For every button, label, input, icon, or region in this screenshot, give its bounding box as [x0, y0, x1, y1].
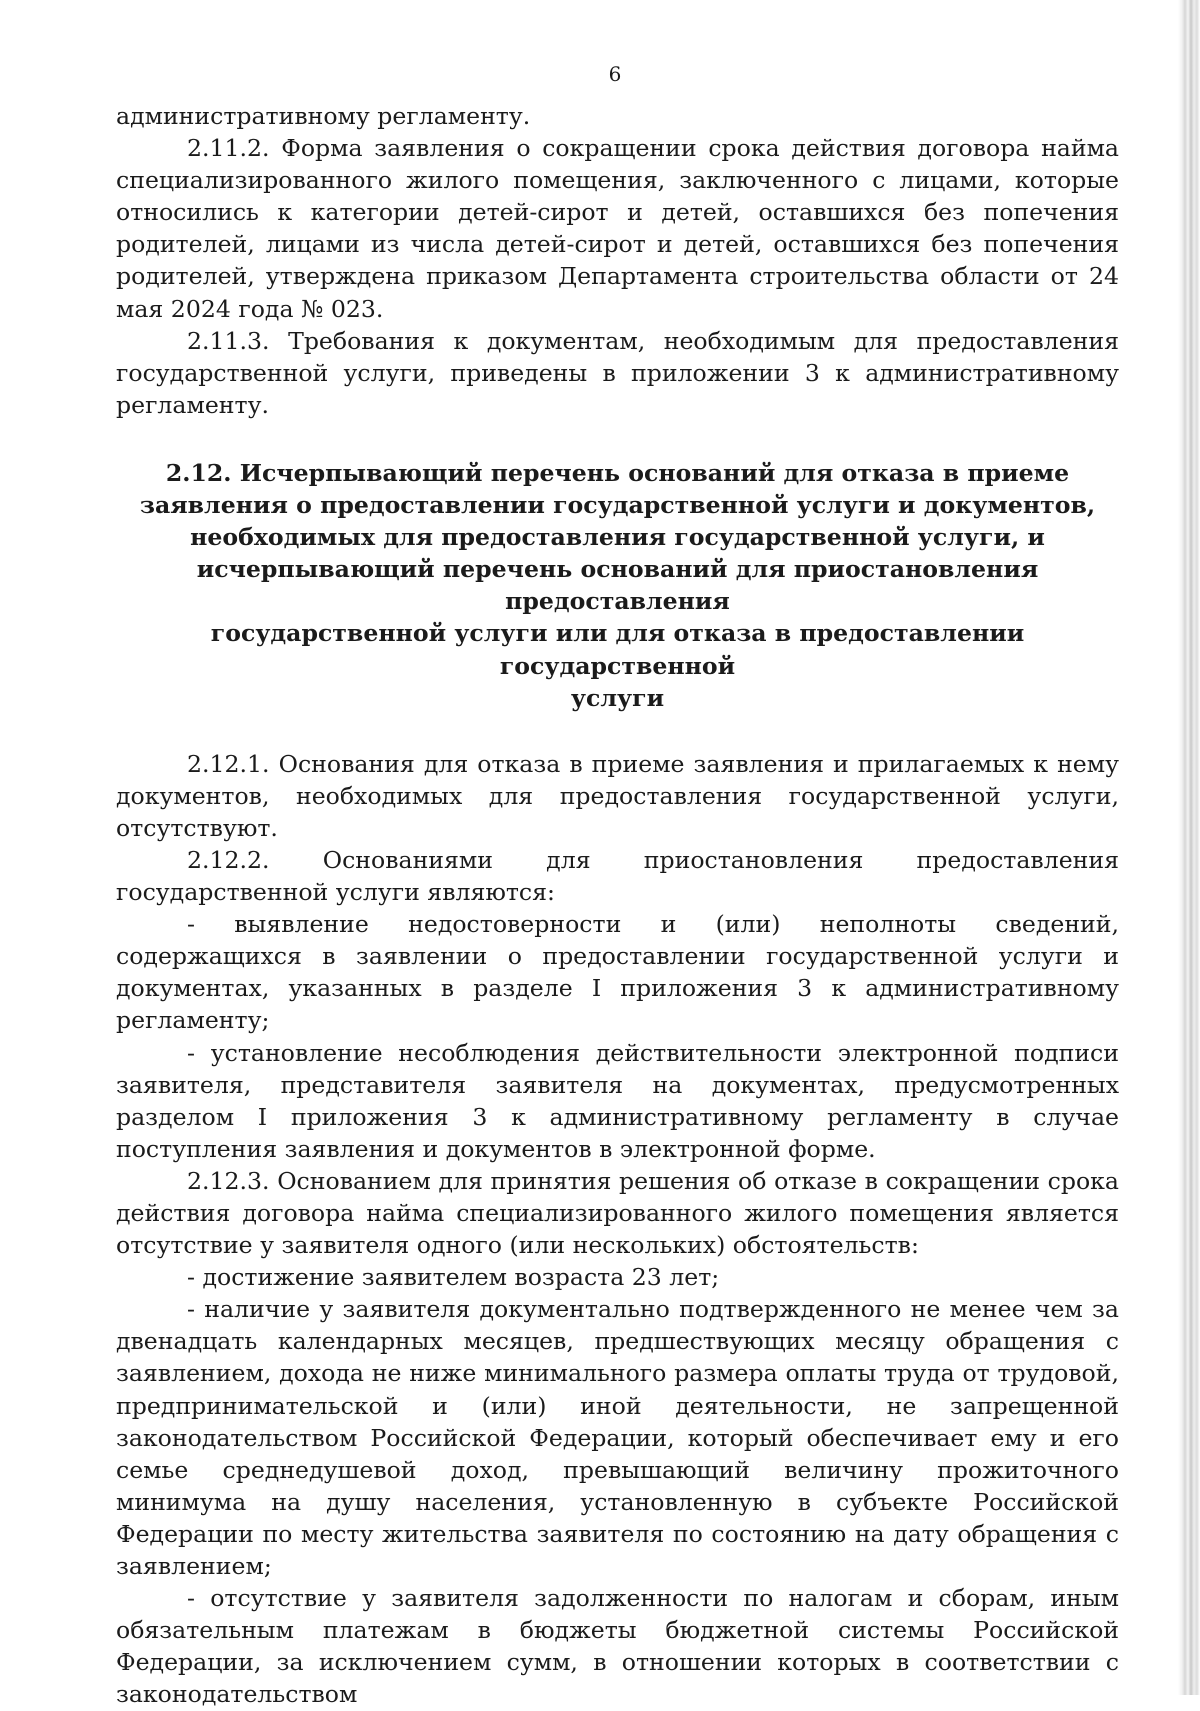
- paragraph-2-12-2: 2.12.2. Основаниями для приостановления предоставления государственной услуги являются:: [116, 845, 1119, 907]
- list-item-age: - достижение заявителем возраста 23 лет;: [187, 1263, 720, 1292]
- heading-line: 2.12. Исчерпывающий перечень оснований для отказа в приеме: [165, 458, 1070, 487]
- heading-line: необходимых для предоставления государственной услуги, и: [190, 523, 1045, 552]
- document-body: [116, 100, 1119, 1711]
- list-item-signature: - установление несоблюдения действительности электронной подписи заявителя, представителя заявителя на документах, предусмотренных разделом I приложения 3 к административному регламенту в случае поступления заявления и документов в электронной форме.: [116, 1038, 1119, 1163]
- heading-line: государственной услуги или для отказа в предоставлении государственной: [210, 619, 1025, 680]
- paragraph-continuation: административному регламенту.: [116, 102, 531, 130]
- paragraph-2-12-1: 2.12.1. Основания для отказа в приеме заявления и прилагаемых к нему документов, необходимых для предоставления государственной услуги, отсутствуют.: [116, 749, 1119, 842]
- list-item-unreliability: - выявление недостоверности и (или) неполноты сведений, содержащихся в заявлении о предоставлении государственной услуги и документах, указанных в разделе I приложения 3 к административному регламенту;: [116, 910, 1119, 1035]
- heading-line: услуги: [570, 683, 665, 712]
- scan-edge-shadow: [1178, 0, 1200, 1695]
- heading-line: исчерпывающий перечень оснований для приостановления предоставления: [196, 555, 1039, 616]
- paragraph-2-12-3: 2.12.3. Основанием для принятия решения об отказе в сокращении срока действия договора найма специализированного жилого помещения является отсутствие у заявителя одного (или нескольких) обстоятельств:: [116, 1166, 1119, 1260]
- paragraph-2-11-3: 2.11.3. Требования к документам, необходимым для предоставления государственной услуги, приведены в приложении 3 к административному регламенту.: [116, 326, 1119, 419]
- section-heading-2-12: [116, 457, 1119, 714]
- page-number: 6: [608, 62, 622, 86]
- list-item-income: - наличие у заявителя документально подтвержденного не менее чем за двенадцать календарных месяцев, предшествующих месяцу обращения с заявлением, дохода не ниже минимального размера оплаты труда от трудовой, предпринимательской и (или) иной деятельности, не запрещенной законодательством Российской Федерации, который обеспечивает ему и его семье среднедушевой доход, превышающий величину прожиточного минимума на душу населения, установленную в субъекте Российской Федерации по месту жительства заявителя по состоянию на дату обращения с заявлением;: [116, 1295, 1119, 1581]
- list-item-debt: - отсутствие у заявителя задолженности по налогам и сборам, иным обязательным платежам в бюджеты бюджетной системы Российской Федерации, за исключением сумм, в отношении которых в соответствии с законодательством: [116, 1584, 1119, 1709]
- paragraph-2-11-2: 2.11.2. Форма заявления о сокращении срока действия договора найма специализированного жилого помещения, заключенного с лицами, которые относились к категории детей-сирот и детей, оставшихся без попечения родителей, лицами из числа детей-сирот и детей, оставшихся без попечения родителей, утверждена приказом Департамента строительства области от 24 мая 2024 года № 023.: [116, 134, 1119, 323]
- heading-line: заявления о предоставлении государственной услуги и документов,: [139, 491, 1096, 520]
